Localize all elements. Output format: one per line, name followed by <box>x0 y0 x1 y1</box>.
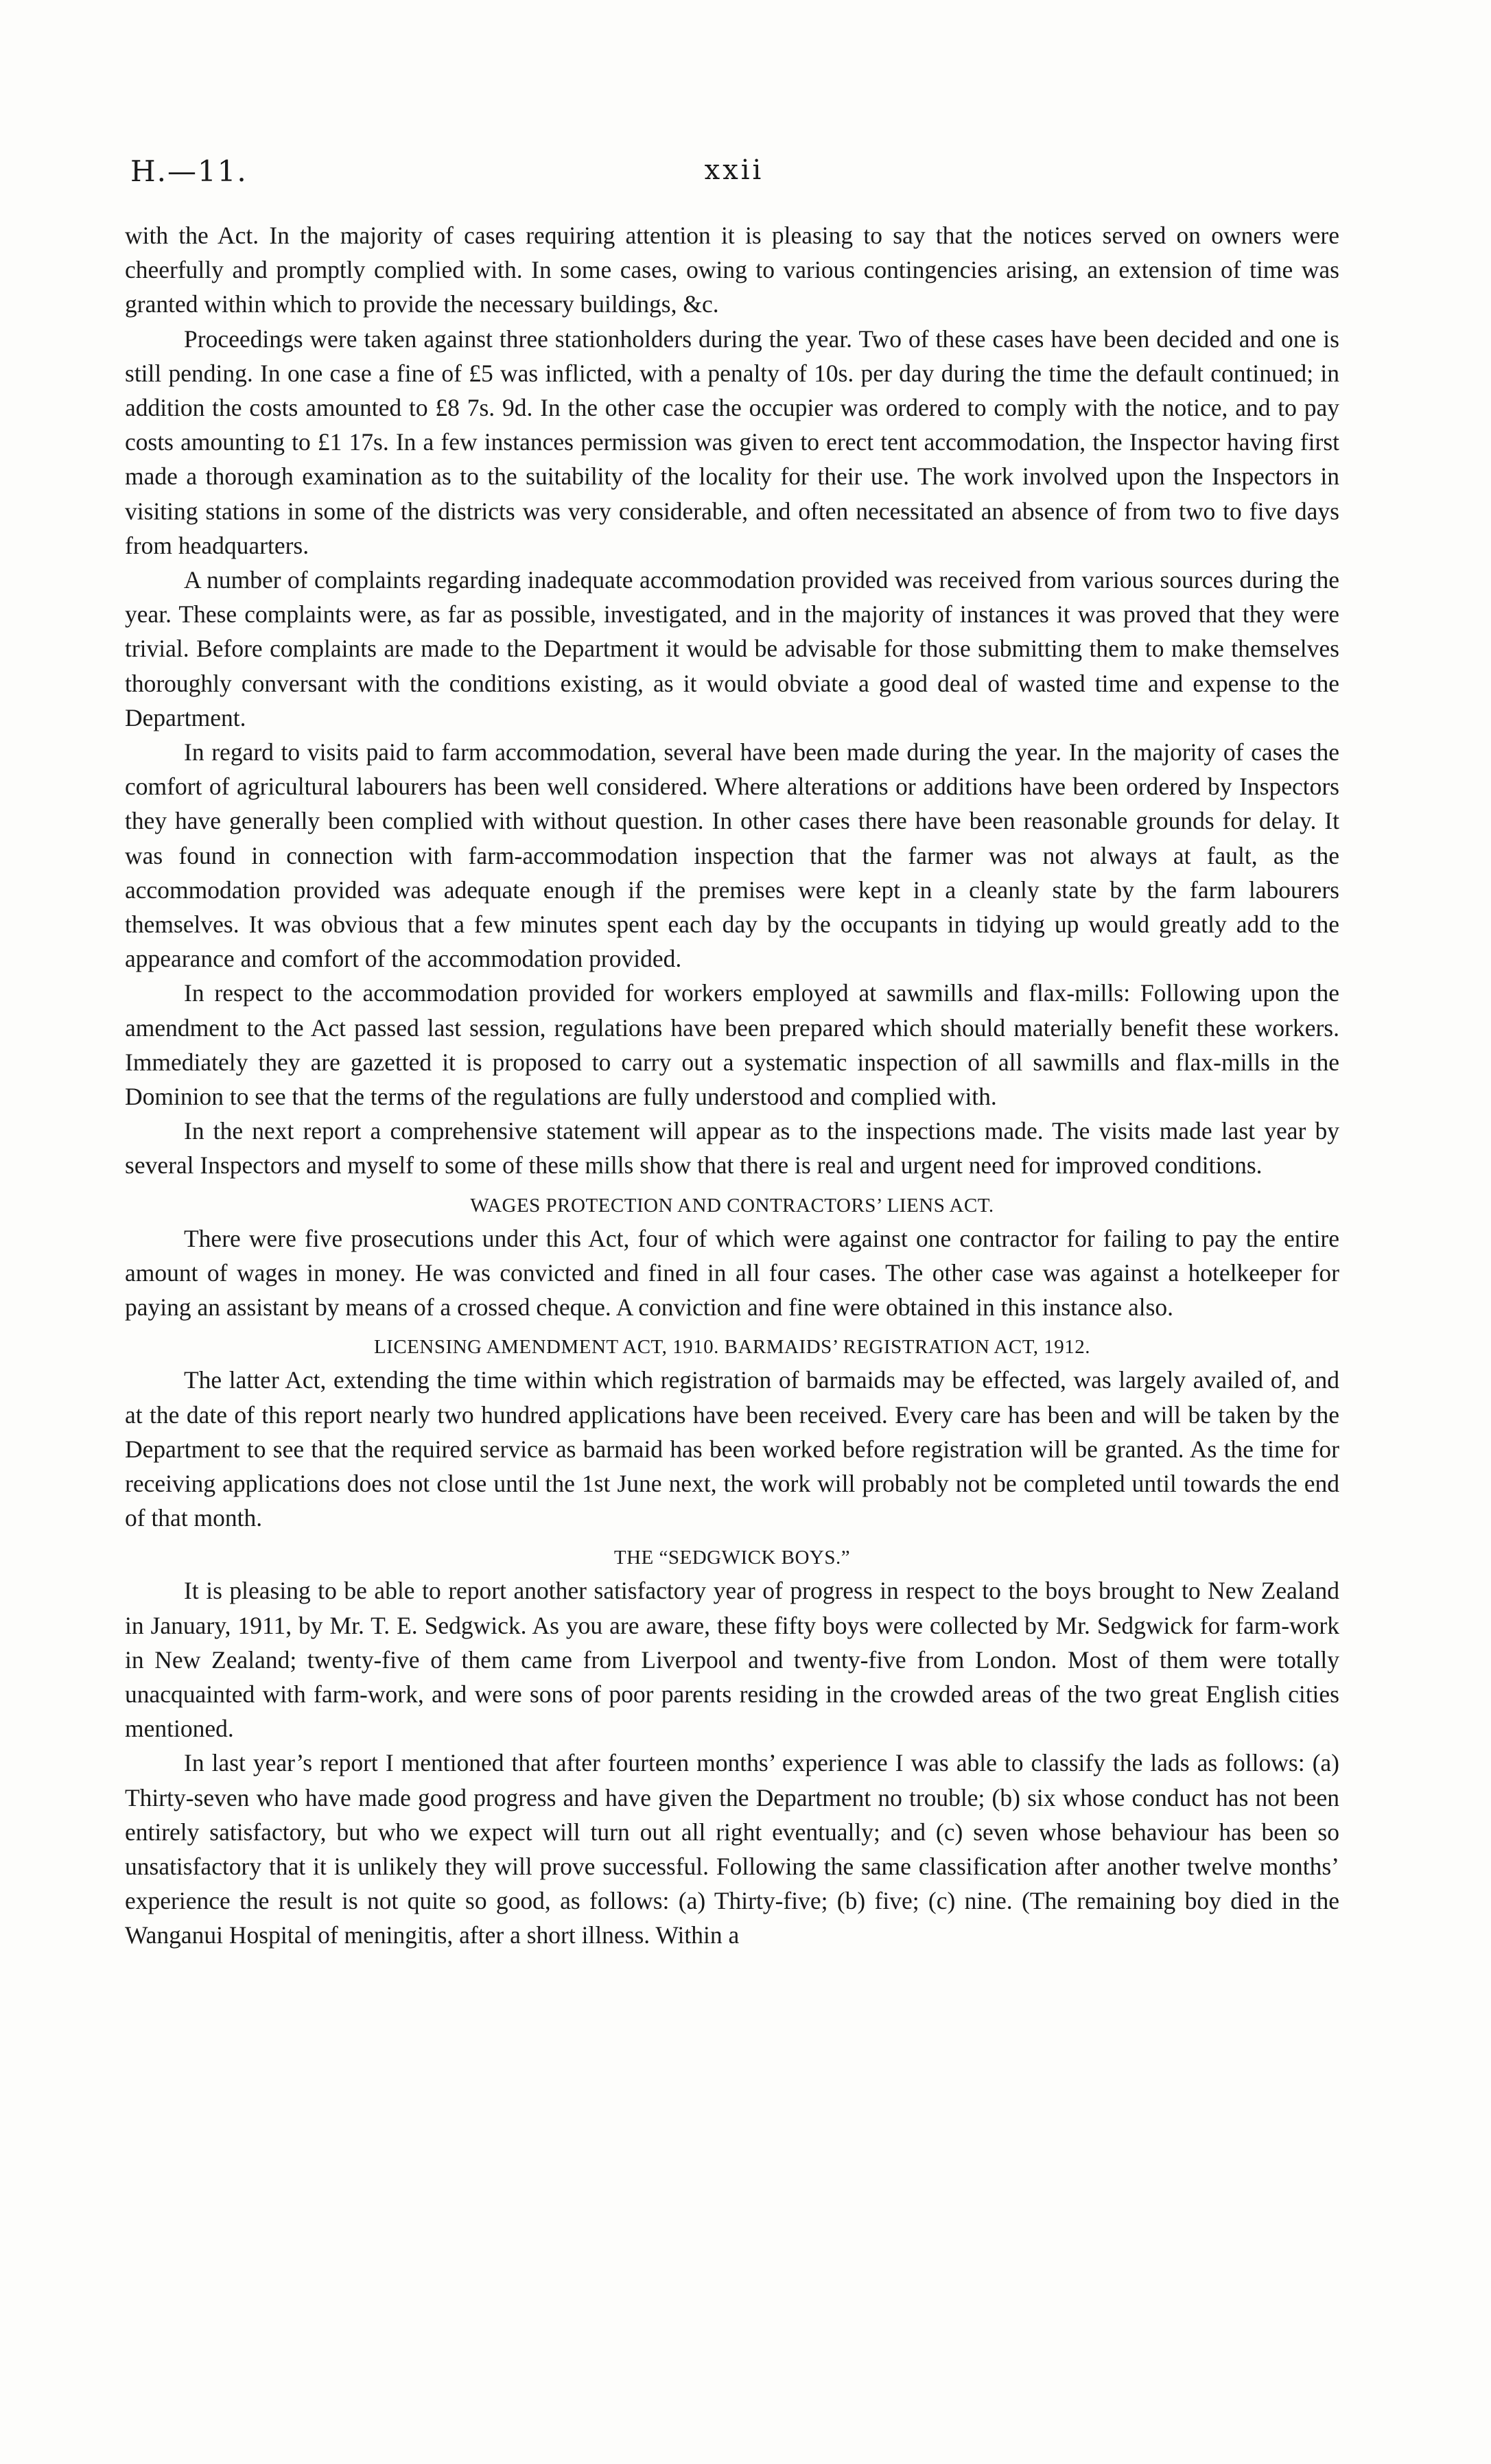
paragraph-farm-accommodation: In regard to visits paid to farm accommodation, several have been made during the year. In the majority of cases the comfort of agricultural labourers has been well considered. Where alterations or additions have been ordered by Inspectors they have generally been complied with without question. In other cases there have been reasonable grounds for delay. It was found in connection with farm-accommodation inspection that the farmer was not always at fault, as the accommodation provided was adequate enough if the premises were kept in a cleanly state by the farm labourers themselves. It was obvious that a few minutes spent each day by the occupants in tidying up would greatly add to the appearance and comfort of the accommodation provided. <box>125 738 1339 973</box>
heading-licensing-amendment: LICENSING AMENDMENT ACT, 1910. BARMAIDS’ REGISTRATION ACT, 1912. <box>373 1336 1091 1359</box>
report-reference: H.—11. <box>130 154 248 188</box>
heading-sedgwick-boys: THE “SEDGWICK BOYS.” <box>613 1547 851 1569</box>
page-number: xxii <box>704 154 764 186</box>
paragraph-sedgwick-classification: In last year’s report I mentioned that after fourteen months’ experience I was able to classify the lads as follows: (a) Thirty-seven who have made good progress and have given the Department no trouble; (b) six whose conduct has not been entirely satisfactory, but who we expect will turn out all right eventually; and (c) seven whose behaviour has been so unsatisfactory that it is unlikely they will prove successful. Following the same classification after another twelve months’ experience the result is not quite so good, as follows: (a) Thirty-five; (b) five; (c) nine. (The remaining boy died in the Wanganui Hospital of meningitis, after a short illness. Within a <box>125 1749 1339 1949</box>
page-header <box>130 154 1338 196</box>
paragraph-sedgwick-progress: It is pleasing to be able to report another satisfactory year of progress in respect to the boys brought to New Zealand in January, 1911, by Mr. T. E. Sedgwick. As you are aware, these fifty boys were collected by Mr. Sedgwick for farm-work in New Zealand; twenty-five of them came from Liverpool and twenty-five from London. Most of them were totally unacquainted with farm-work, and were sons of poor parents residing in the crowded areas of the two great English cities mentioned. <box>125 1577 1339 1743</box>
paragraph-complaints: A number of complaints regarding inadequate accommodation provided was received from various sources during the year. These complaints were, as far as possible, investigated, and in the majority of instances it was proved that they were trivial. Before complaints are made to the Department it would be advisable for those submitting them to make themselves thoroughly conversant with the conditions existing, as it would obviate a good deal of wasted time and expense to the Department. <box>125 566 1339 731</box>
body-text <box>125 218 1339 1953</box>
paragraph-sawmills: In respect to the accommodation provided for workers employed at sawmills and flax-mills: Following upon the amendment to the Act passed last session, regulations have been prepared which should materially benefit these workers. Immediately they are gazetted it is proposed to carry out a systematic inspection of all sawmills and flax-mills in the Dominion to see that the terms of the regulations are fully understood and complied with. <box>125 979 1339 1111</box>
paragraph-proceedings: Proceedings were taken against three stationholders during the year. Two of these cases have been decided and one is still pending. In one case a fine of £5 was inflicted, with a penalty of 10s. per day during the time the default continued; in addition the costs amounted to £8 7s. 9d. In the other case the occupier was ordered to comply with the notice, and to pay costs amounting to £1 17s. In a few instances permission was given to erect tent accommodation, the Inspector having first made a thorough examination as to the suitability of the locality for their use. The work involved upon the Inspectors in visiting stations in some of the districts was very considerable, and often necessitated an absence of from two to five days from headquarters. <box>125 325 1339 559</box>
paragraph-next-report: In the next report a comprehensive statement will appear as to the inspections made. The visits made last year by several Inspectors and myself to some of these mills show that there is real and urgent need for improved conditions. <box>125 1117 1339 1180</box>
paragraph-continuation: with the Act. In the majority of cases requiring attention it is pleasing to say that the notices served on owners were cheerfully and promptly complied with. In some cases, owing to various contingencies arising, an extension of time was granted within which to provide the necessary buildings, &c. <box>125 222 1339 318</box>
paragraph-prosecutions: There were five prosecutions under this Act, four of which were against one contractor for failing to pay the entire amount of wages in money. He was convicted and fined in all four cases. The other case was against a hotelkeeper for paying an assistant by means of a crossed cheque. A conviction and fine were obtained in this instance also. <box>125 1224 1339 1322</box>
paragraph-barmaids: The latter Act, extending the time within which registration of barmaids may be effected, was largely availed of, and at the date of this report nearly two hundred applications have been received. Every care has been and will be taken by the Department to see that the required service as barmaid has been worked before registration will be granted. As the time for receiving applications does not close until the 1st June next, the work will probably not be completed until towards the end of that month. <box>125 1366 1339 1532</box>
heading-wages-protection: WAGES PROTECTION AND CONTRACTORS’ LIENS ACT. <box>470 1194 994 1217</box>
